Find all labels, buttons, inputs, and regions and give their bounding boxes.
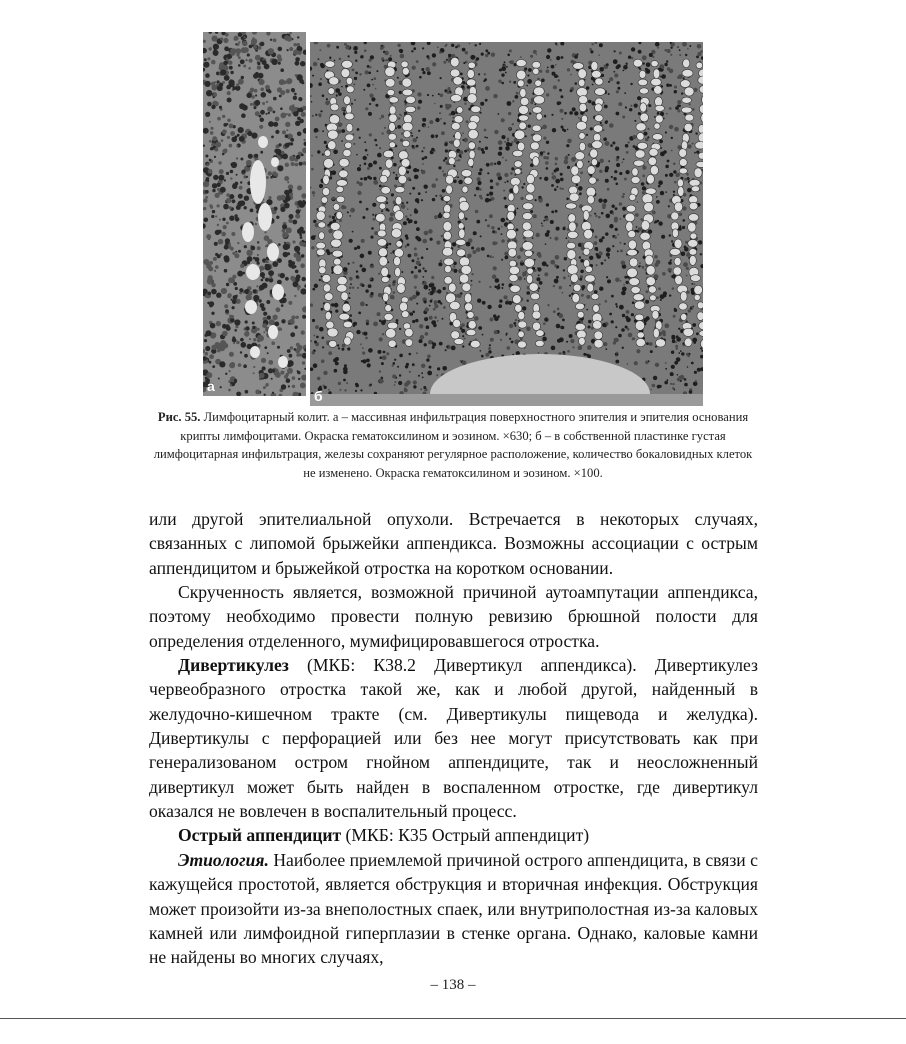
body-text bbox=[149, 507, 758, 970]
term-acute-appendicitis: Острый аппендицит bbox=[178, 825, 342, 846]
panel-b-label: б bbox=[314, 388, 323, 404]
figure-caption bbox=[150, 408, 756, 482]
figure-55 bbox=[203, 30, 703, 404]
term-etiology: Этиология. bbox=[178, 849, 269, 870]
paragraph-5 bbox=[149, 848, 758, 970]
term-diverticulosis: Дивертикулез bbox=[178, 655, 289, 676]
micrograph-a-image bbox=[203, 32, 306, 396]
micrograph-panel-b bbox=[310, 42, 703, 406]
paragraph-3 bbox=[149, 653, 758, 823]
bottom-rule bbox=[0, 1018, 906, 1019]
paragraph-4-text: (МКБ: К35 Острый аппендицит) bbox=[341, 825, 590, 846]
paragraph-5-text: Наиболее приемлемой причиной острого аппендицита, в связи с кажущейся простотой, является обструкция и вторичная инфекция. Обструкция может произойти из-за внеполостных спаек, или внутриполостная из-за каловых камней или лимфоидной гиперплазии в стенке органа. Однако, каловые камни не найдены во многих случаях, bbox=[149, 849, 758, 968]
micrograph-b-image bbox=[310, 42, 703, 394]
caption-text: Лимфоцитарный колит. а – массивная инфильтрация поверхностного эпителия и эпителия основания крипты лимфоцитами. Окраска гематоксилином и эозином. ×630; б – в собственной пластинке густая лимфоцитарная инфильтрация, железы сохраняют регулярное расположение, количество бокаловидных клеток не изменено. Окраска гематоксилином и эозином. ×100. bbox=[153, 410, 753, 480]
paragraph-1: или другой эпителиальной опухоли. Встречается в некоторых случаях, связанных с липомой брыжейки аппендикса. Возможны ассоциации с острым аппендицитом и брыжейкой отростка на коротком основании. bbox=[149, 509, 758, 578]
caption-label: Рис. 55. bbox=[157, 410, 201, 424]
panel-a-label: а bbox=[207, 378, 215, 394]
paragraph-2: Скрученность является, возможной причиной аутоампутации аппендикса, поэтому необходимо провести полную ревизию брюшной полости для определения отделенного, мумифицировавшегося отростка. bbox=[149, 582, 758, 651]
page-number: – 138 – bbox=[430, 977, 476, 993]
paragraph-3-text: (МКБ: К38.2 Дивертикул аппендикса). Дивертикулез червеобразного отростка такой же, как и любой другой, найденный в желудочно-кишечном тракте (см. Дивертикулы пищевода и желудка). Дивертикулы с перфорацией или без нее могут присутствовать как при генерализованом остром гнойном аппендиците, так и неосложненный дивертикул может быть найден в воспаленном отростке, где дивертикул оказался не вовлечен в воспалительный процесс. bbox=[149, 655, 758, 822]
paragraph-4 bbox=[149, 823, 758, 847]
micrograph-panel-a bbox=[203, 32, 306, 396]
